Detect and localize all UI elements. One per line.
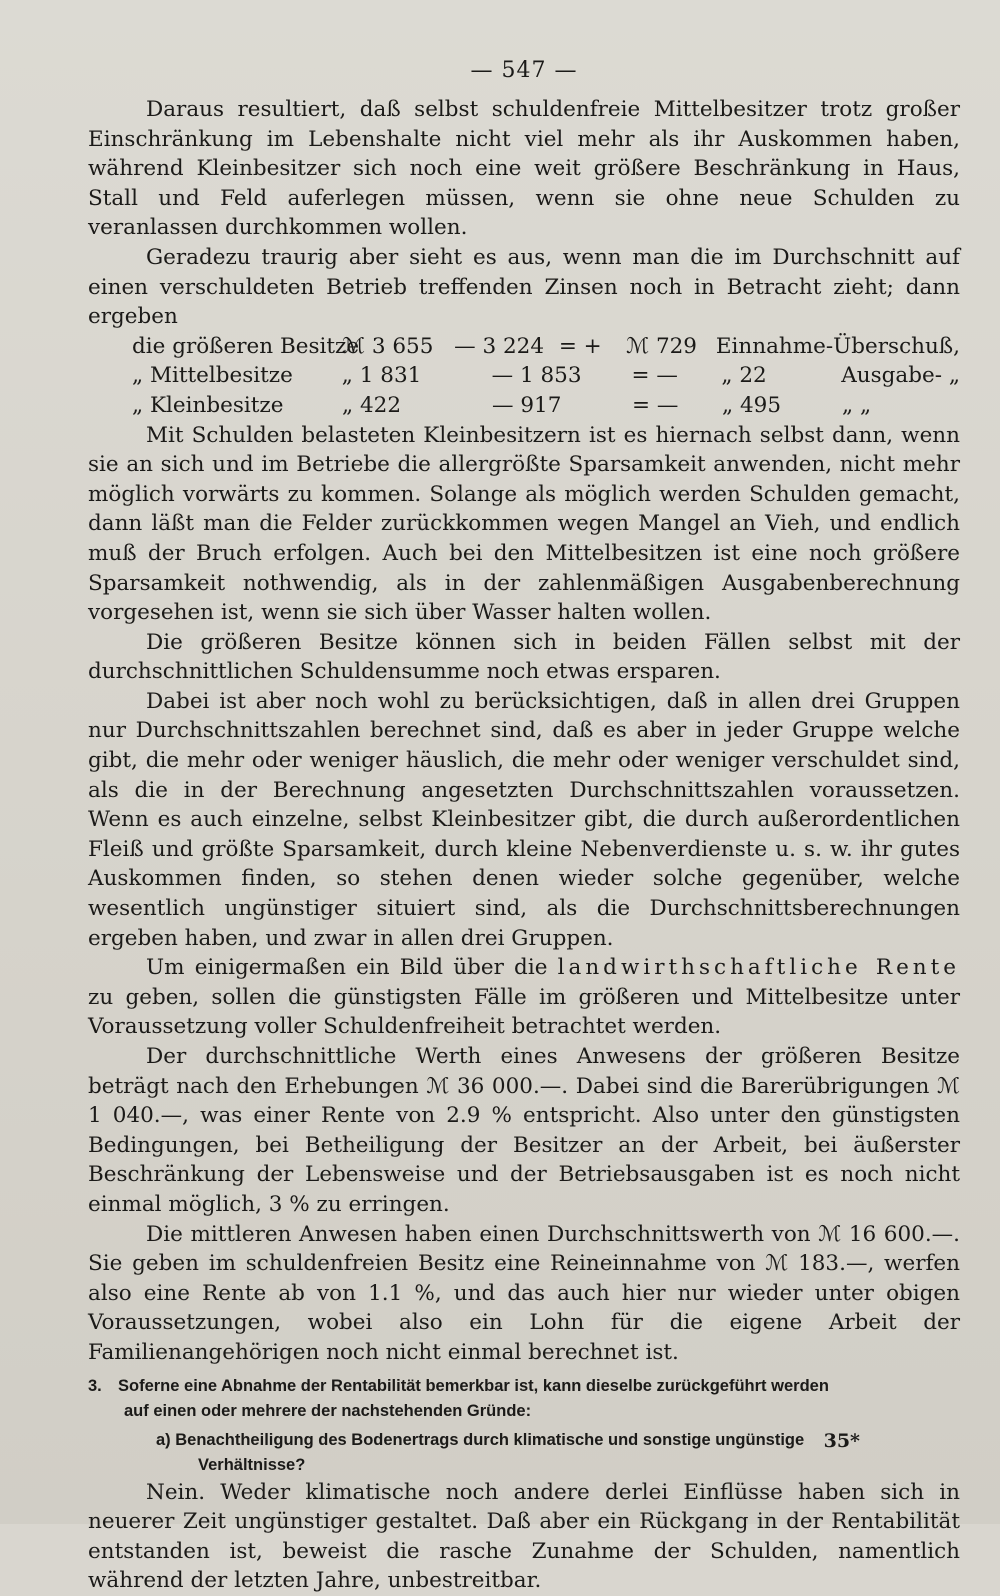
calc-label: „ Mittelbesitze	[132, 363, 293, 389]
calc-row	[132, 361, 960, 391]
question-number: 3.	[88, 1376, 102, 1395]
paragraph-9: Nein. Weder klimatische noch andere derlei Einflüsse haben sich in neuerer Zeit ungünstiger gestaltet. Daß aber ein Rückgang in der Rentabilität entstanden ist, beweist die rasche Zunahme der Schulden, namentlich während der letzten Jahre, unbestreitbar.	[88, 1479, 960, 1594]
question-sub-a-cont: Verhältnisse?	[198, 1455, 306, 1474]
calc-result: „ 495	[722, 392, 782, 418]
calc-income: „ 1 831	[341, 363, 422, 389]
calc-label: „ Kleinbesitze	[132, 392, 284, 418]
calc-row	[132, 332, 960, 362]
paragraph-4: Die größeren Besitze können sich in beiden Fällen selbst mit der durchschnittlichen Schuldensumme noch etwas ersparen.	[88, 629, 960, 685]
sheet-signature: 35*	[823, 1430, 860, 1452]
calc-income: „ 422	[342, 392, 402, 418]
calc-expense: — 917	[492, 392, 562, 418]
calc-expense: — 1 853	[491, 363, 582, 389]
calculation-table	[132, 332, 960, 421]
calc-note: „ „	[842, 392, 872, 418]
paragraph-6	[88, 953, 960, 1042]
paragraph-3: Mit Schulden belasteten Kleinbesitzern ist es hiernach selbst dann, wenn sie an sich und im Betriebe die allergrößte Sparsamkeit anwenden, nicht mehr möglich vorwärts zu kommen. Solange als möglich werden Schulden gemacht, dann läßt man die Felder zurückkommen wegen Mangel an Vieh, und endlich muß der Bruch erfolgen. Auch bei den Mittelbesitzen ist eine noch größere Sparsamkeit nothwendig, als in der zahlenmäßigen Ausgabenberechnung vorgesehen ist, wenn sie sich über Wasser halten wollen.	[88, 422, 960, 626]
paragraph-2: Geradezu traurig aber sieht es aus, wenn man die im Durchschnitt auf einen verschuldeten Betrieb treffenden Zinsen noch in Betracht zieht; dann ergeben	[88, 244, 960, 330]
calc-equals: = +	[558, 333, 602, 359]
calc-row	[132, 391, 960, 421]
calc-result: „ 22	[721, 363, 767, 389]
calc-income: ℳ 3 655	[342, 333, 434, 359]
page-number: — 547 —	[470, 58, 578, 83]
calc-expense: — 3 224	[454, 333, 545, 359]
paragraph-7: Der durchschnittliche Werth eines Anwesens der größeren Besitze beträgt nach den Erhebungen ℳ 36 000.—. Dabei sind die Barerübrigungen ℳ 1 040.—, was einer Rente von 2.9 % entspricht. Also unter den günstigsten Bedingungen, bei Betheiligung der Besitzer an der Arbeit, bei äußerster Beschränkung der Lebensweise und der Betriebsausgaben ist es noch nicht einmal möglich, 3 % zu erringen.	[88, 1044, 960, 1217]
calc-note: Ausgabe- „	[841, 363, 960, 389]
paragraph-8: Die mittleren Anwesen haben einen Durchschnittswerth von ℳ 16 600.—. Sie geben im schuldenfreien Besitz eine Reineinnahme von ℳ 183.—, werfen also eine Rente ab von 1.1 %, und das auch hier nur wieder unter obigen Voraussetzungen, wobei also ein Lohn für die eigene Arbeit der Familienangehörigen noch nicht einmal berechnet ist.	[88, 1221, 960, 1365]
calc-label: die größeren Besitze	[132, 333, 360, 359]
calc-equals: = —	[632, 392, 679, 418]
paragraph-1: Daraus resultiert, daß selbst schuldenfreie Mittelbesitzer trotz großer Einschränkung im Lebenshalte nicht viel mehr als ihr Auskommen haben, während Kleinbesitzer sich noch eine weit größere Beschränkung in Haus, Stall und Feld auferlegen müssen, wenn sie ohne neue Schulden zu veranlassen durchkommen wollen.	[88, 97, 960, 241]
paragraph-6-pre: Um einigermaßen ein Bild über die	[146, 955, 548, 981]
question-sub-a: a) Benachtheiligung des Bodenertrags durch klimatische und sonstige ungünstige	[156, 1430, 805, 1449]
questionnaire-item	[88, 1374, 960, 1478]
emphasis-rente: landwirthschaftliche Rente	[557, 955, 961, 981]
paragraph-5: Dabei ist aber noch wohl zu berücksichtigen, daß in allen drei Gruppen nur Durchschnittszahlen berechnet sind, daß es aber in jeder Gruppe welche gibt, die mehr oder weniger häuslich, die mehr oder weniger verschuldet sind, als die in der Berechnung angesetzten Durchschnittszahlen voraussetzen. Wenn es auch einzelne, selbst Kleinbesitzer gibt, die durch außerordentlichen Fleiß und größte Sparsamkeit, durch kleine Nebenverdienste u. s. w. ihr gutes Auskommen finden, so stehen denen wieder solche gegenüber, welche wesentlich ungünstiger situiert sind, als die Durchschnittsberechnungen ergeben haben, und zwar in allen drei Gruppen.	[88, 688, 960, 951]
question-line	[88, 1374, 960, 1399]
calc-equals: = —	[631, 363, 678, 389]
calc-result: ℳ 729	[626, 333, 697, 359]
calc-note: Einnahme-Überschuß,	[715, 333, 960, 359]
paragraph-6-post: zu geben, sollen die günstigsten Fälle im größeren und Mittelbesitze unter Voraussetzung voller Schuldenfreiheit betrachtet werden.	[88, 984, 960, 1040]
question-text: Soferne eine Abnahme der Rentabilität bemerkbar ist, kann dieselbe zurückgeführt werden	[118, 1376, 829, 1395]
question-line-2: auf einen oder mehrere der nachstehenden Gründe:	[124, 1401, 532, 1420]
